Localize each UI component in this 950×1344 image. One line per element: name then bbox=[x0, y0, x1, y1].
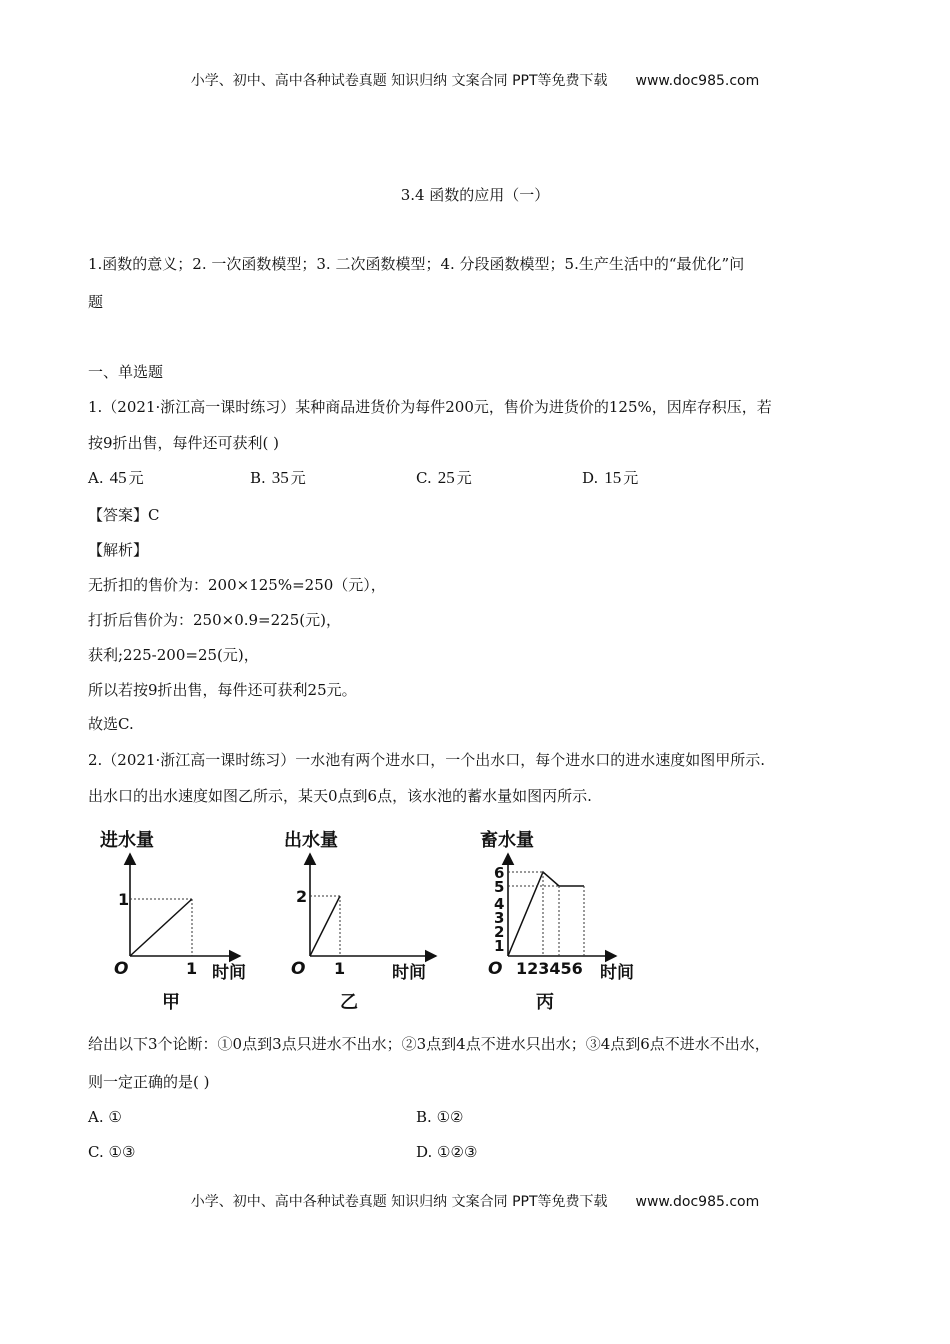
figure-yi-xtick: 1 bbox=[334, 959, 346, 978]
q2-statement-line-2: 则一定正确的是( ) bbox=[88, 1073, 210, 1091]
header-site[interactable]: www.doc985.com bbox=[635, 73, 760, 89]
figure-yi-line bbox=[310, 896, 340, 956]
footer-text: 小学、初中、高中各种试卷真题 知识归纳 文案合同 PPT等免费下载 bbox=[190, 1194, 608, 1210]
figure-jia-xlabel: 时间 bbox=[212, 963, 246, 983]
header-text: 小学、初中、高中各种试卷真题 知识归纳 文案合同 PPT等免费下载 bbox=[190, 73, 608, 89]
figure-bing-xlabel: 时间 bbox=[600, 963, 634, 983]
option-letter: B. bbox=[250, 469, 266, 487]
figure-yi-ytick: 2 bbox=[296, 887, 308, 906]
q1-option-d[interactable] bbox=[582, 468, 638, 488]
figure-bing-line bbox=[508, 872, 584, 956]
option-letter: C. bbox=[88, 1143, 104, 1161]
option-text: ①③ bbox=[108, 1143, 136, 1161]
q2-figures bbox=[88, 826, 648, 1016]
figure-bing-caption: 丙 bbox=[536, 992, 554, 1013]
figure-jia-xtick: 1 bbox=[186, 959, 198, 978]
q1-analysis-line: 故选C. bbox=[88, 715, 134, 733]
figure-yi-caption: 乙 bbox=[340, 992, 358, 1013]
q1-option-c[interactable] bbox=[416, 468, 472, 488]
q1-analysis-line: 打折后售价为：250×0.9=225(元)， bbox=[88, 611, 341, 629]
figure-jia-ytick: 1 bbox=[118, 890, 130, 909]
option-value: 25 bbox=[437, 468, 455, 487]
option-unit: 元 bbox=[623, 469, 639, 487]
figure-bing-ytick: 5 bbox=[494, 878, 505, 896]
option-text: ①②③ bbox=[437, 1143, 478, 1161]
option-letter: A. bbox=[88, 1108, 104, 1126]
option-letter: C. bbox=[416, 469, 432, 487]
q2-option-c[interactable] bbox=[88, 1142, 135, 1162]
figure-bing-origin: O bbox=[488, 959, 503, 979]
q1-analysis-title: 【解析】 bbox=[88, 541, 149, 559]
figure-bing-ylabel: 畜水量 bbox=[480, 830, 534, 851]
page-title: 3.4 函数的应用（一） bbox=[400, 186, 550, 204]
footer-site[interactable]: www.doc985.com bbox=[635, 1194, 760, 1210]
option-letter: A. bbox=[88, 469, 104, 487]
q1-analysis-line: 无折扣的售价为：200×125%=250（元）， bbox=[88, 576, 386, 594]
figure-bing-ytick: 1 bbox=[494, 937, 505, 955]
intro-line-2: 题 bbox=[88, 293, 104, 311]
option-letter: D. bbox=[416, 1143, 433, 1161]
figure-jia bbox=[100, 829, 246, 1013]
option-letter: B. bbox=[416, 1108, 432, 1126]
option-text: ①② bbox=[436, 1108, 464, 1126]
q2-statement-line-1: 给出以下3个论断：①0点到3点只进水不出水；②3点到4点不进水只出水；③4点到6点不进水不出水， bbox=[88, 1035, 770, 1053]
page-header bbox=[0, 70, 950, 90]
figure-jia-origin: O bbox=[114, 959, 129, 979]
q1-analysis-line: 获利;225-200=25(元)， bbox=[88, 646, 259, 664]
figure-bing-ytick: 4 bbox=[494, 895, 505, 913]
option-value: 45 bbox=[109, 468, 127, 487]
figure-bing-ytick: 2 bbox=[494, 923, 505, 941]
option-unit: 元 bbox=[128, 469, 144, 487]
option-unit: 元 bbox=[456, 469, 472, 487]
q1-option-a[interactable] bbox=[88, 468, 144, 488]
figure-bing-ytick: 6 bbox=[494, 864, 505, 882]
page-footer bbox=[0, 1191, 950, 1211]
option-value: 15 bbox=[604, 468, 622, 487]
q1-option-b[interactable] bbox=[250, 468, 306, 488]
figure-yi bbox=[284, 829, 436, 1013]
option-letter: D. bbox=[582, 469, 599, 487]
q2-option-d[interactable] bbox=[416, 1142, 477, 1162]
figure-yi-xlabel: 时间 bbox=[392, 963, 426, 983]
option-text: ① bbox=[108, 1108, 122, 1126]
option-unit: 元 bbox=[290, 469, 306, 487]
section-heading: 一、单选题 bbox=[88, 363, 164, 381]
option-value: 35 bbox=[271, 468, 289, 487]
q2-stem-line-2: 出水口的出水速度如图乙所示，某天0点到6点，该水池的蓄水量如图丙所示. bbox=[88, 787, 592, 805]
q1-stem-line-1: 1.（2021·浙江高一课时练习）某种商品进货价为每件200元，售价为进货价的125%，因库存积压，若 bbox=[88, 398, 772, 416]
figure-jia-line bbox=[130, 899, 192, 956]
figure-bing-ytick: 3 bbox=[494, 909, 505, 927]
figure-yi-ylabel: 出水量 bbox=[284, 830, 338, 851]
figure-jia-ylabel: 进水量 bbox=[100, 830, 154, 851]
q1-stem-line-2: 按9折出售，每件还可获利( ) bbox=[88, 434, 280, 452]
q2-option-b[interactable] bbox=[416, 1107, 463, 1127]
q2-stem-line-1: 2.（2021·浙江高一课时练习）一水池有两个进水口，一个出水口，每个进水口的进水速度如图甲所示. bbox=[88, 751, 766, 769]
figure-yi-origin: O bbox=[291, 959, 306, 979]
figure-bing-xticks: 123456 bbox=[516, 959, 583, 978]
figure-bing bbox=[480, 829, 634, 1013]
figure-jia-caption: 甲 bbox=[162, 992, 180, 1013]
q2-option-a[interactable] bbox=[88, 1107, 122, 1127]
q1-analysis-line: 所以若按9折出售，每件还可获利25元。 bbox=[88, 681, 357, 699]
intro-line-1: 1.函数的意义；2. 一次函数模型；3. 二次函数模型；4. 分段函数模型；5.生产生活中的“最优化”问 bbox=[88, 255, 745, 273]
q1-answer: 【答案】C bbox=[88, 506, 160, 524]
